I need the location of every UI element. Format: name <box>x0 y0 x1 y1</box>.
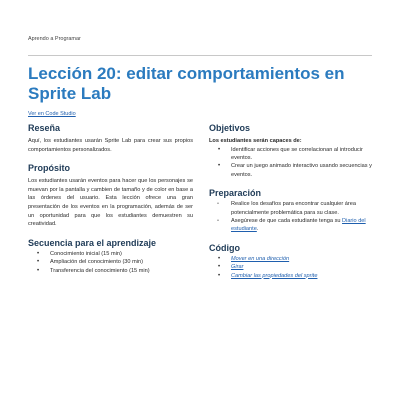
preparacion-list <box>209 200 373 234</box>
objetivos-list <box>209 146 373 180</box>
header-breadcrumb: Aprendo a Programar <box>28 36 81 42</box>
list-item <box>209 272 373 280</box>
list-item <box>209 217 373 234</box>
header-divider <box>28 55 372 56</box>
objetivos-lead: Los estudiantes serán capaces de: <box>209 138 302 144</box>
code-link-propiedades[interactable]: Cambiar las propiedades del sprite <box>231 272 318 279</box>
codigo-list <box>209 255 373 280</box>
prep-item-prefix: Asegúrese de que cada estudiante tenga su <box>231 218 343 225</box>
resena-text: Aquí, los estudiantes usarán Sprite Lab para crear sus propios comportamientos personalizados. <box>28 138 193 153</box>
diario-estudiante-link[interactable]: Diario del estudiante <box>231 218 366 233</box>
list-item: • Conocimiento inicial (15 min) <box>28 250 193 258</box>
code-link-girar[interactable]: Girar <box>231 264 244 271</box>
resena-heading: Reseña <box>28 123 61 133</box>
code-studio-link[interactable]: Ver en Code Studio <box>28 111 76 117</box>
list-item: • Ampliación del conocimiento (30 min) <box>28 258 193 266</box>
code-link-mover[interactable]: Mover en una dirección <box>231 255 290 262</box>
list-item <box>209 255 373 263</box>
proposito-text: Los estudiantes usarán eventos para hacer que los personajes se muevan por la pantalla y cambien de tamaño y de color en base a las órdenes del usuario. Esta lección ofrece una gran presentación de los eventos en la programación, además de ser un oportunidad para que los estudiantes demuestren su creatividad. <box>28 178 193 228</box>
left-column <box>28 122 193 275</box>
list-item: ▫ Realice los desafíos para encontrar cualquier área potencialmente problemática para su clase. <box>209 200 373 217</box>
list-item <box>209 263 373 271</box>
objetivos-heading: Objetivos <box>209 123 251 133</box>
list-item: • Transferencia del conocimiento (15 min) <box>28 267 193 275</box>
codigo-heading: Código <box>209 242 240 253</box>
preparacion-heading: Preparación <box>209 188 262 199</box>
secuencia-list <box>28 250 193 275</box>
list-item: • Identificar acciones que se correlacionan al introducir eventos. <box>209 146 373 163</box>
right-column <box>209 122 373 280</box>
prep-item-suffix: . <box>256 226 259 233</box>
secuencia-heading: Secuencia para el aprendizaje <box>28 237 157 248</box>
page-title: Lección 20: editar comportamientos en Sprite Lab <box>28 64 345 103</box>
list-item: • Crear un juego animado interactivo usando secuencias y eventos. <box>209 162 373 179</box>
proposito-heading: Propósito <box>28 163 70 174</box>
